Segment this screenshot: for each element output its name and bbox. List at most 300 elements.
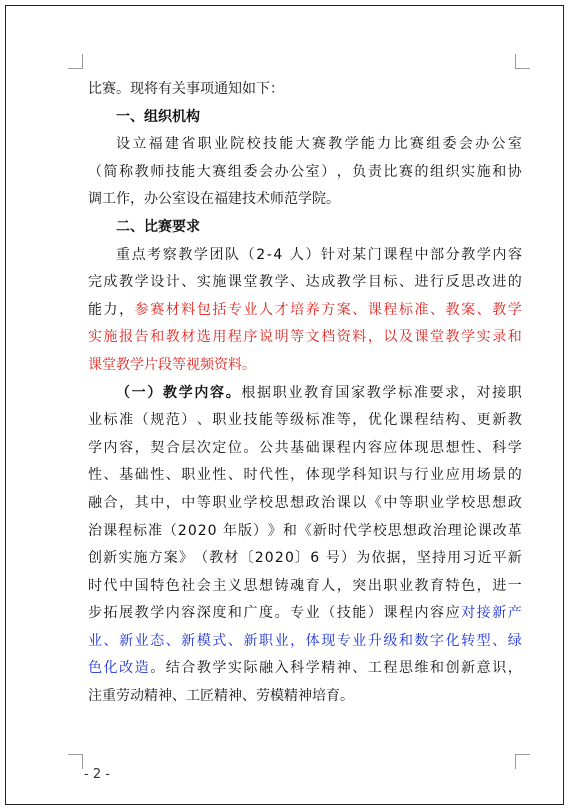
text-char: 院 [230,136,245,153]
text-char: 责 [367,163,382,180]
text-char: 标 [103,412,118,429]
text-char: 基 [290,439,305,456]
text-char: 档 [321,329,336,346]
text-char: 共 [274,439,289,456]
text-char: 施 [133,550,148,567]
text-char: 学 [382,384,397,401]
text-char: 施 [476,163,491,180]
text-char: 新 [461,660,476,677]
text-char: 、 [352,301,367,318]
text-char: 现 [321,467,336,484]
text-line [88,159,522,187]
text-char: 版 [237,522,252,539]
text-char: 4 [273,246,283,263]
text-char: 精 [284,688,298,705]
text-line [88,462,522,490]
text-char: 赛 [311,136,326,153]
text-char: 负 [352,163,367,180]
text-char: 通 [214,81,228,97]
text-char: 、 [352,660,367,677]
text-char: 程 [383,301,398,318]
text-line [88,600,522,628]
text-char: 、 [103,467,118,484]
text-char: 中 [181,494,196,511]
text-char: 教 [259,274,274,291]
text-char: 会 [259,163,274,180]
text-char: 学 [445,494,460,511]
text-char: 内 [103,439,118,456]
section-heading [88,214,522,242]
text-char: 新 [243,632,258,649]
text-char: 及 [398,329,413,346]
text-char: 组 [144,108,158,125]
text-char: 案 [336,301,351,318]
text-char: 才 [274,301,289,318]
text-char: 培 [290,301,305,318]
text-char: 精 [214,688,228,705]
text-char: 标 [132,522,147,539]
text-char: 技 [336,605,351,622]
text-char: 思 [243,577,258,594]
text-char: 准 [413,384,428,401]
text-char: 课 [102,522,117,539]
text-char: 想 [492,494,507,511]
text-char: 录 [492,329,507,346]
text-char: 比 [144,218,158,235]
text-char: 括 [212,301,227,318]
margin-mark-top-right [515,54,530,69]
text-char: 赛 [158,218,172,235]
text-char: 教 [196,660,211,677]
text-char: 和 [492,163,507,180]
text-char: 际 [243,660,258,677]
text-char: 改 [119,660,134,677]
text-char: 现 [414,439,429,456]
text-char: 公 [290,163,305,180]
text-char: 学 [344,136,359,153]
text-char [284,242,288,270]
text-char: 坚 [416,550,431,567]
text-char: 科 [352,467,367,484]
text-char: 校 [259,494,274,511]
text-char: 容 [430,605,445,622]
text-char: 性 [88,467,102,484]
text-char: 型 [476,632,491,649]
text-line [88,573,522,601]
text-line [88,407,522,435]
text-char: 序 [243,329,258,346]
text-char: 匠 [200,688,214,705]
text-char: - [266,246,272,263]
text-char: 中 [150,494,165,511]
text-char: 学 [336,467,351,484]
text-char: 、 [476,439,491,456]
text-char: 养 [305,301,320,318]
text-char: 内 [194,384,209,401]
text-char: 、 [290,274,305,291]
text-char: 建 [228,191,242,208]
text-char: 课 [367,301,382,318]
text-char: 根 [241,384,256,401]
text-char: 大 [295,136,310,153]
text-char: 、 [196,412,211,429]
text-char: 校 [461,494,476,511]
text-char: 人 [289,246,304,263]
text-char: 融 [88,494,102,511]
text-char: 职 [181,467,196,484]
text-char: 室 [305,163,320,180]
text-char: 业 [243,301,258,318]
text-char: 业 [88,412,102,429]
text-char: 职 [507,384,522,401]
text-line [88,131,522,159]
text-char: 容 [507,246,522,263]
text-char: 学 [178,384,193,401]
text-char: 课 [336,494,351,511]
text-char: 在 [200,191,214,208]
text-char: 赛 [102,81,116,97]
text-char: 动 [130,688,144,705]
text-char: 的 [507,274,522,291]
text-char: 方 [148,550,163,567]
text-char: 代 [259,467,274,484]
text-char: 学 [150,605,165,622]
text-char: 下 [256,81,270,97]
text-char: 案 [461,301,476,318]
text-char: 能 [181,163,196,180]
text-char: 对 [461,605,476,622]
text-char: 业 [134,632,149,649]
text-char: 能 [88,301,102,318]
text-char: 0 [284,550,294,567]
text-char: 教 [178,246,193,263]
text-char: 课 [383,605,398,622]
text-char: 教 [366,384,381,401]
text-char: 教 [116,356,130,373]
text-char: 完 [88,274,102,291]
text-char: 新 [119,632,134,649]
text-char: 调 [88,191,102,208]
text-char: 劳 [116,688,130,705]
text-char: 学 [193,246,208,263]
text-char: 和 [227,605,242,622]
text-char: 求 [186,218,200,235]
text-char: 实 [88,329,102,346]
text-char: 内 [165,605,180,622]
text-char: 知 [367,467,382,484]
text-char: 课 [321,439,336,456]
text-char: 建 [164,136,179,153]
text-char: ） [305,246,320,263]
text-char: 优 [367,412,382,429]
text-char: 精 [321,660,336,677]
text-char: 契 [150,439,165,456]
text-char: 堂 [243,274,258,291]
text-line [88,628,522,656]
text-char: 职 [272,384,287,401]
text-char: 理 [447,522,462,539]
text-char: 突 [352,577,367,594]
text-char: 现 [321,632,336,649]
text-char: 业 [305,605,320,622]
text-char: 实 [461,163,476,180]
text-char: 容 [367,439,382,456]
text-char: 校 [246,136,261,153]
text-char: 和 [430,660,445,677]
text-char: 位 [227,439,242,456]
text-char: 维 [414,660,429,677]
text-char: 新 [507,550,522,567]
text-char: 求 [445,384,460,401]
text-char: 专 [227,301,242,318]
text-char: 用 [447,550,462,567]
text-char: 定 [212,439,227,456]
text-char: 准 [321,412,336,429]
text-char: 教 [461,246,476,263]
text-char: 业 [88,632,102,649]
text-char: 分 [445,246,460,263]
text-char: 步 [88,605,102,622]
text-char: 技 [165,163,180,180]
text-char: ） [367,605,382,622]
text-char: 能 [360,136,375,153]
text-char: 对 [476,384,491,401]
text-char: 应 [445,605,460,622]
text-char: 社 [181,577,196,594]
text-char: 程 [336,439,351,456]
text-char: 课 [383,246,398,263]
text-char: 设 [186,191,200,208]
text-char: 其 [134,494,149,511]
text-char: 人 [259,301,274,318]
text-line [88,269,522,297]
text-char: 立 [132,136,147,153]
text-char: 绿 [507,632,522,649]
text-char: 《 [297,522,312,539]
text-char: 神 [298,688,312,705]
margin-mark-bottom-left [68,754,83,769]
text-char: 标 [398,301,413,318]
text-line [88,683,522,711]
text-char: 片 [144,356,158,373]
text-char: 教 [507,412,522,429]
text-char: 体 [398,439,413,456]
text-char: 新 [492,605,507,622]
text-char: 为 [356,550,371,567]
text-char: 业 [352,632,367,649]
text-char: 程 [383,660,398,677]
text-char: 学 [507,439,522,456]
text-char: 化 [103,660,118,677]
text-char: 号 [325,550,340,567]
text-char: ， [507,660,522,677]
text-char: 0 [207,522,217,539]
text-char: 职 [259,632,274,649]
text-char: ， [336,577,351,594]
text-char: 应 [383,439,398,456]
text-char: 设 [150,274,165,291]
text-char: 育 [326,688,340,705]
text-char: 组 [227,163,242,180]
text-char: 教 [328,136,343,153]
text-char: 报 [119,329,134,346]
text-char: 思 [476,494,491,511]
text-char: 堂 [430,329,445,346]
text-char: 教 [209,550,224,567]
text-char: 产 [507,605,522,622]
text-char: ， [401,550,416,567]
text-char: 达 [305,274,320,291]
text-char: 改 [476,274,491,291]
text-char: 重 [102,688,116,705]
text-char: 性 [150,467,165,484]
text-char: 队 [225,246,240,263]
text-char: ， [165,494,180,511]
text-char: 、 [130,218,144,235]
text-char: 容 [181,605,196,622]
text-char: 教 [492,301,507,318]
text-char: 一 [507,577,522,594]
text-char: 应 [445,467,460,484]
text-char: 、 [165,467,180,484]
text-char: 教 [119,274,134,291]
text-char: 科 [290,660,305,677]
text-char: 业 [227,494,242,511]
text-char: 进 [414,274,429,291]
text-char: 等 [336,412,351,429]
text-char: 团 [209,246,224,263]
text-char: 与 [398,467,413,484]
text-char: 内 [492,246,507,263]
text-char: 政 [507,494,522,511]
text-char: 育 [319,384,334,401]
text-char: 点 [131,246,146,263]
text-char: 办 [475,136,490,153]
text-char: 视 [186,356,200,373]
text-char: 室 [172,191,186,208]
text-char: 式 [212,632,227,649]
text-char: 广 [243,605,258,622]
text-line [88,297,522,325]
text-char: 案 [163,550,178,567]
text-char: 、 [227,467,242,484]
text-char: 大 [196,163,211,180]
text-char: ） [181,412,196,429]
text-char: 作 [116,191,130,208]
text-char: 展 [119,605,134,622]
text-char: 性 [212,467,227,484]
text-char: 合 [103,494,118,511]
text-char: 2 [256,246,266,263]
text-char: 神 [158,688,172,705]
text-char: 模 [270,688,284,705]
text-char: 办 [144,191,158,208]
text-char: 体 [305,467,320,484]
text-char: 标 [383,274,398,291]
text-char: 业 [274,632,289,649]
text-char: 工 [186,688,200,705]
text-char [320,545,324,573]
text-char: 思 [398,660,413,677]
text-char: 想 [402,522,417,539]
text-char: 识 [492,660,507,677]
text-char: 、 [172,688,186,705]
text-char: 现 [130,81,144,97]
text-char: 色 [88,660,102,677]
margin-mark-top-left [68,54,83,69]
text-char: 思 [430,439,445,456]
text-char: 教 [165,329,180,346]
text-char: 劳 [256,688,270,705]
text-char: 和 [150,329,165,346]
text-char: 部 [430,246,445,263]
text-char: 室 [507,136,522,153]
text-char: 0 [187,522,197,539]
text-char: 依 [371,550,386,567]
text-char: 事 [186,81,200,97]
text-char: 用 [212,329,227,346]
text-char: 职 [383,577,398,594]
text-line [88,380,522,408]
text-char: 容 [119,439,134,456]
text-char: 新 [312,522,327,539]
text-char: 目 [367,274,382,291]
text-char: 学 [130,356,144,373]
text-char: 技 [243,412,258,429]
text-char: 、 [476,301,491,318]
text-char: 态 [150,632,165,649]
section-heading [88,104,522,132]
text-char: 。 [150,660,165,677]
text-char: 学 [507,301,522,318]
text-char: 育 [430,577,445,594]
text-char: 出 [367,577,382,594]
text-char: 、 [165,632,180,649]
text-char: 校 [372,522,387,539]
text-char: 教 [445,301,460,318]
text-char: 赛 [212,163,227,180]
text-char: 技 [262,136,277,153]
text-char: 福 [214,191,228,208]
text-char: 技 [242,191,256,208]
text-char: 创 [88,550,102,567]
text-char: 准 [147,522,162,539]
text-char: 平 [492,550,507,567]
text-char: 委 [243,163,258,180]
text-char: 材 [165,301,180,318]
text-char: 计 [165,274,180,291]
text-char: ， [134,439,149,456]
text-char: 料 [181,301,196,318]
text-char: 业 [430,467,445,484]
text-char: 术 [256,191,270,208]
text-char: 育 [305,577,320,594]
text-char: 简 [103,163,118,180]
text-char: 实 [118,550,133,567]
text-char: 协 [507,163,522,180]
text-char: 赛 [409,136,424,153]
text-char: 和 [507,329,522,346]
text-char: 接 [476,605,491,622]
text-char: 近 [477,550,492,567]
text-char: 力 [377,136,392,153]
text-char: 据 [257,384,272,401]
text-char: 的 [507,467,522,484]
text-char: 业 [196,467,211,484]
text-char: 业 [227,412,242,429]
text-char: 教 [414,577,429,594]
text-char: 规 [150,412,165,429]
